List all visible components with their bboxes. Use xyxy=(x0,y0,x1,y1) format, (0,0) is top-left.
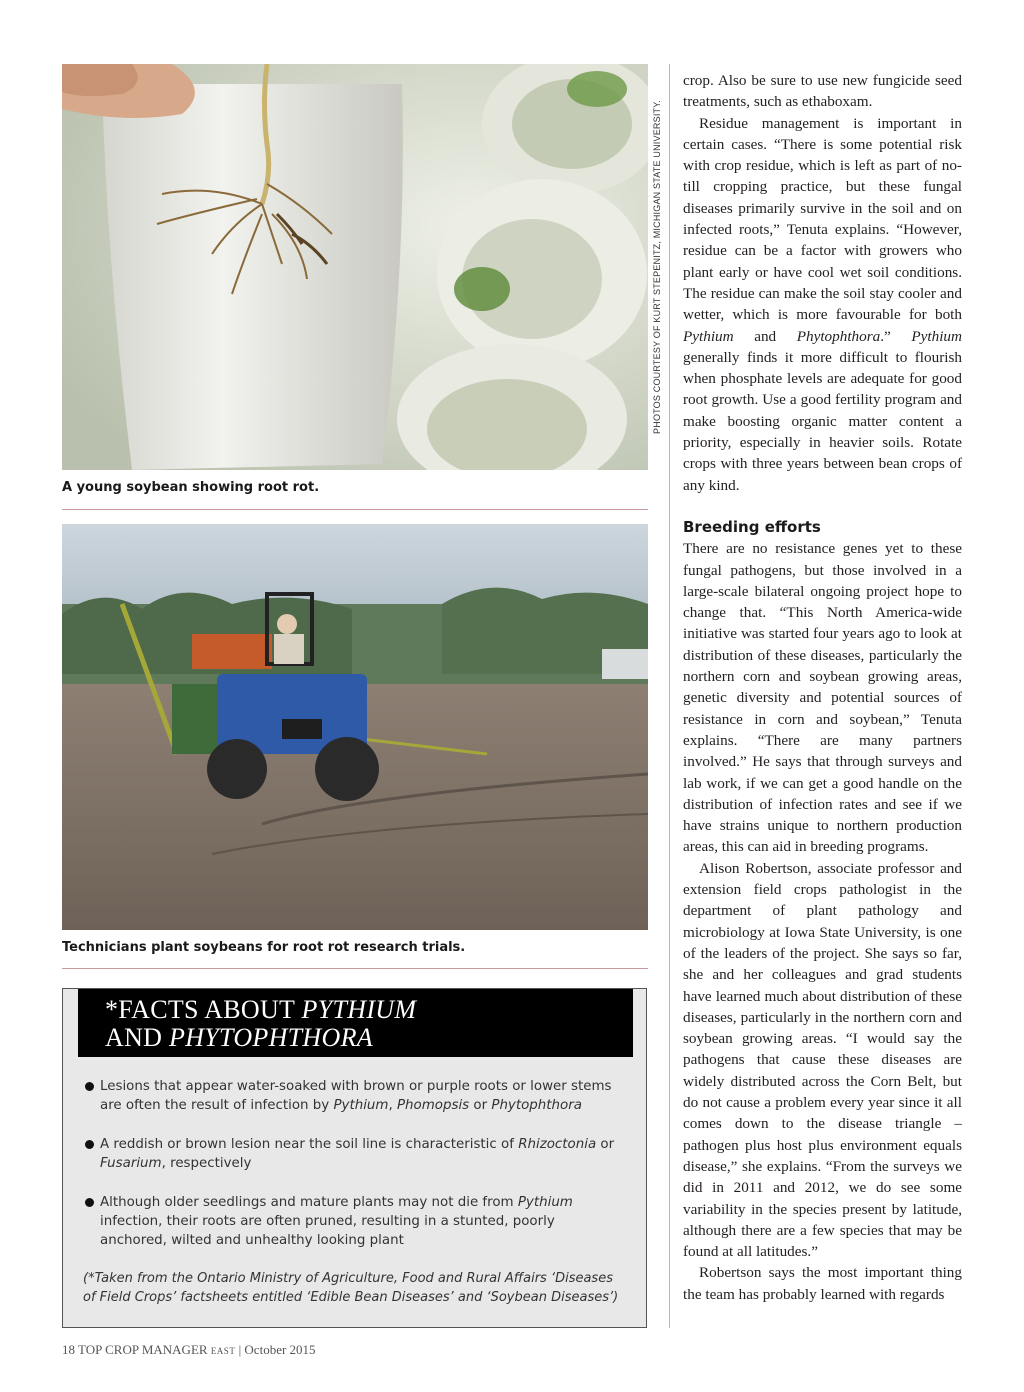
article-paragraph: Alison Robertson, associate professor and extension field crops pathologist in the department of plant pathology and microbiology at Iowa State University, is one of the leaders of the project. She says so far, she and her colleagues and grad students have learned much about distribution of these diseases, particularly in the northern corn and soybean growing areas. “I would say the pathogens that cause these diseases are widely distributed across the Corn Belt, but do not cause a problem every year since it all comes down to the disease triangle – pathogen plus host plus environment equals disease,” she explains. “From the surveys we did in 2011 and 2012, we do see some variability in the species present by latitude, although there are a few species that may be found at all latitudes.” xyxy=(683,859,962,1261)
article-column-bottom xyxy=(683,517,962,1305)
bullet-dot-icon xyxy=(85,1082,94,1091)
facts-title: *FACTS ABOUT PYTHIUM AND PHYTOPHTHORA xyxy=(105,995,417,1052)
bullet-dot-icon xyxy=(85,1198,94,1207)
page-footer xyxy=(62,1342,316,1358)
facts-bullet: Although older seedlings and mature plants may not die from Pythium infection, their roots are often pruned, resulting in a stunted, poorly anchored, wilted and unhealthy looking plant xyxy=(85,1193,625,1250)
photo2-caption: Technicians plant soybeans for root rot research trials. xyxy=(62,940,466,955)
photo-tractor-planting xyxy=(62,524,648,930)
page-number: 18 xyxy=(62,1342,75,1357)
facts-bullet: A reddish or brown lesion near the soil line is characteristic of Rhizoctonia or Fusarium, respectively xyxy=(85,1135,625,1173)
edition-label: EAST xyxy=(210,1346,236,1356)
soybean-seedling-illustration xyxy=(62,64,648,470)
photo-credit: PHOTOS COURTESY OF KURT STEPENITZ, MICHIGAN STATE UNIVERSITY. xyxy=(652,100,662,434)
divider xyxy=(62,968,648,969)
photo1-caption: A young soybean showing root rot. xyxy=(62,480,320,495)
article-paragraph: Robertson says the most important thing the team has probably learned with regards xyxy=(683,1264,962,1303)
bullet-dot-icon xyxy=(85,1140,94,1149)
facts-header xyxy=(78,989,633,1057)
article-paragraph: crop. Also be sure to use new fungicide seed treatments, such as ethaboxam. xyxy=(683,72,962,111)
divider xyxy=(62,509,648,510)
article-paragraph: There are no resistance genes yet to these fungal pathogens, but those involved in a large-scale bilateral ongoing project hope to change that. “This North America-wide initiative was started four years ago to look at distribution of these diseases, particularly the northern corn and soybean growing areas, genetic diversity and potential sources of resistance in corn and soybean,” Tenuta explains. “There are many partners involved.” He says that through surveys and lab work, if we can get a good handle on the distribution of infection rates and see if we have strains unique to northern production areas, this can aid in breeding programs. xyxy=(683,540,962,856)
photo-soybean-seedling xyxy=(62,64,648,470)
column-divider xyxy=(669,64,670,1328)
magazine-name: TOP CROP MANAGER xyxy=(78,1342,208,1357)
article-column-top xyxy=(683,70,962,496)
issue-date: October 2015 xyxy=(244,1342,316,1357)
facts-bullet: Lesions that appear water-soaked with brown or purple roots or lower stems are often the result of infection by Pythium, Phomopsis or Phytophthora xyxy=(85,1077,625,1115)
tractor-illustration xyxy=(62,524,648,930)
footer-separator: | xyxy=(238,1342,242,1357)
article-paragraph: Residue management is important in certain cases. “There is some potential risk with crop residue, which is left as part of no-till cropping practice, but these fungal diseases primarily survive in the soil and on infected roots,” Tenuta explains. “However, residue can be a factor with growers who plant early or have cool wet soil conditions. The residue can make the soil stay cooler and wetter, which is more favourable for both Pythium and Phytophthora.” Pythium generally finds it more difficult to flourish when phosphate levels are adequate for good root growth. Use a good fertility program and make boosting organic matter content a priority, especially in heavier soils. Rotate crops with three years between bean crops of any kind. xyxy=(683,114,962,494)
section-heading: Breeding efforts xyxy=(683,518,821,536)
facts-box xyxy=(62,988,647,1328)
facts-source-note: (*Taken from the Ontario Ministry of Agriculture, Food and Rural Affairs ‘Diseases of Field Crops’ factsheets entitled ‘Edible Bean Diseases’ and ‘Soybean Diseases’) xyxy=(83,1271,619,1305)
